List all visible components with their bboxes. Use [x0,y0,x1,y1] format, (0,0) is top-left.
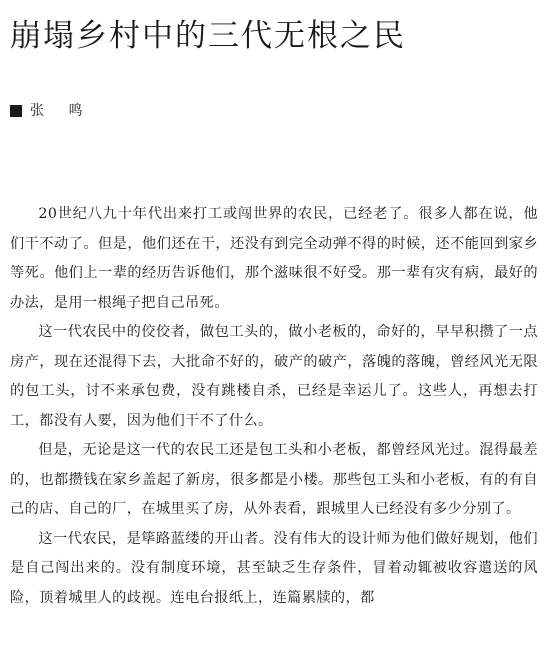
byline [10,101,92,121]
paragraph: 20世纪八九十年代出来打工或闯世界的农民，已经老了。很多人都在说，他们干不动了。但是，他们还在干，还没有到完全动弹不得的时候，还不能回到家乡等死。他们上一辈的经历告诉他们，那个滋味很不好受。那一辈有灾有病，最好的办法，是用一根绳子把自己吊死。 [10,206,538,311]
author-name: 张 鸣 [30,103,93,119]
article-title: 崩塌乡村中的三代无根之民 [10,18,406,54]
paragraph: 但是，无论是这一代的农民工还是包工头和小老板，都曾经风光过。混得最差的，也都攒钱在家乡盖起了新房，很多都是小楼。那些包工头和小老板，有的有自己的店、自己的厂，在城里买了房，从外表看，跟城里人已经没有多少分别了。 [10,442,538,517]
paragraph: 这一代农民，是筚路蓝缕的开山者。没有伟大的设计师为他们做好规划，他们是自己闯出来的。没有制度环境，甚至缺乏生存条件，冒着动辄被收容遣送的风险，顶着城里人的歧视。连电台报纸上，连篇累牍的，都 [10,530,538,606]
paragraph: 这一代农民中的佼佼者，做包工头的，做小老板的，命好的，早早积攒了一点房产，现在还混得下去，大批命不好的，破产的破产，落魄的落魄，曾经风光无限的包工头，讨不来承包费，没有跳楼自杀，已经是幸运儿了。这些人，再想去打工，都没有人要，因为他们干不了什么。 [10,324,538,429]
article-body [10,200,538,613]
black-square-icon [10,105,22,117]
